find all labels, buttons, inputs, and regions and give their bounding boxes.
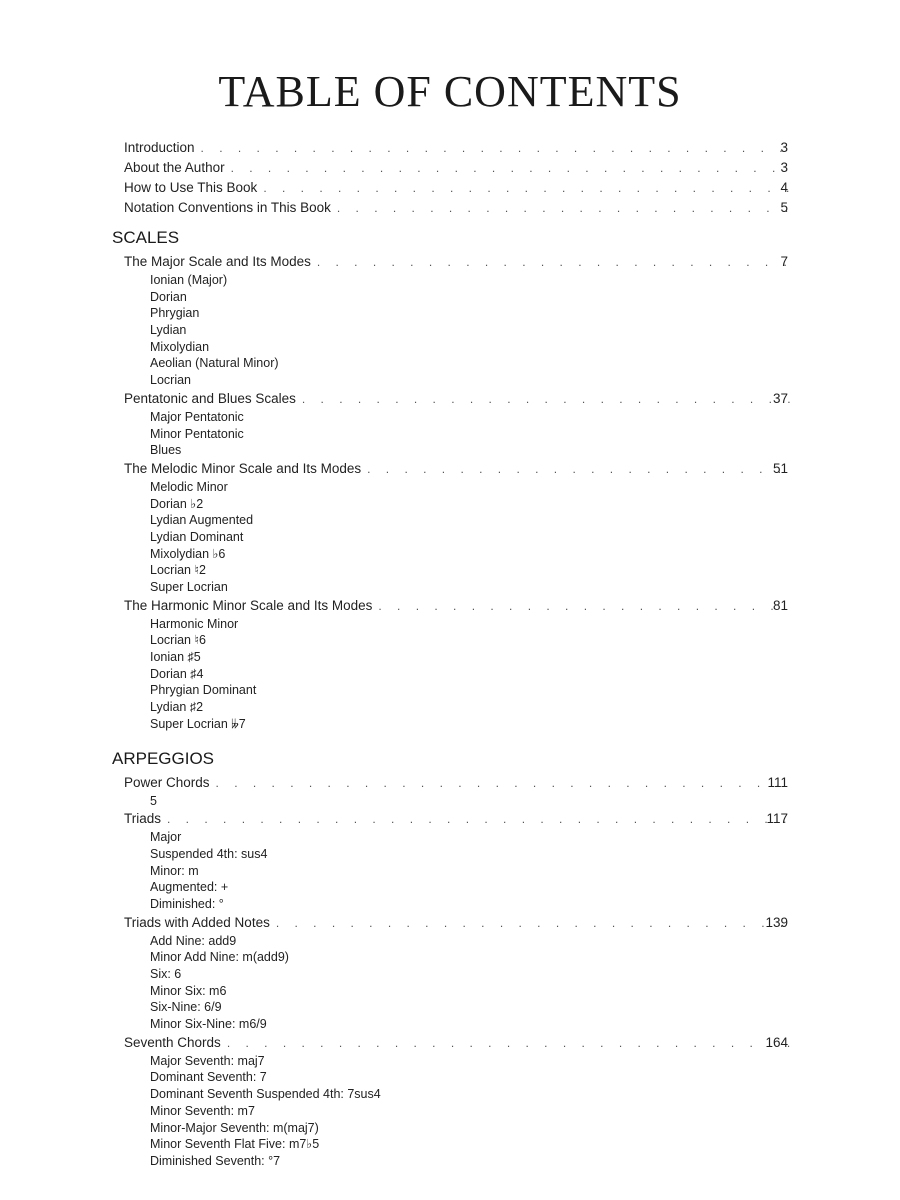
dot-leader	[227, 1033, 790, 1053]
chapter-entry[interactable]	[0, 913, 900, 933]
subentry-label: Major	[150, 830, 182, 845]
subentry[interactable]	[0, 1103, 900, 1120]
toc-entry[interactable]	[0, 178, 900, 198]
toc-entry-leader	[124, 198, 790, 218]
subentry-label: Locrian ♮6	[150, 633, 206, 648]
subentry-label: Mixolydian ♭6	[150, 546, 226, 561]
subentry-label-wrap	[150, 289, 790, 306]
subentry-label-wrap	[150, 529, 790, 546]
subentry[interactable]	[0, 829, 900, 846]
subentry-label-wrap	[150, 322, 790, 339]
subentry-label: Minor-Major Seventh: m(maj7)	[150, 1120, 319, 1135]
toc-entry-leader	[124, 596, 790, 616]
toc-entry-leader	[124, 809, 790, 829]
subentry[interactable]	[0, 716, 900, 733]
toc-page-number: 81	[772, 597, 788, 613]
subentry[interactable]	[0, 1086, 900, 1103]
subentry-label: Diminished: °	[150, 896, 224, 911]
subentry-label: Locrian ♮2	[150, 563, 206, 578]
subentry-label: Six-Nine: 6/9	[150, 1000, 222, 1015]
toc-entry-label: Notation Conventions in This Book	[124, 200, 331, 215]
subentry-label-wrap	[150, 1016, 790, 1033]
subentry-label: Dominant Seventh Suspended 4th: 7sus4	[150, 1087, 381, 1102]
toc-entry-label: Triads with Added Notes	[124, 914, 270, 930]
dot-leader	[231, 158, 790, 178]
subentry-label: Diminished Seventh: °7	[150, 1153, 281, 1168]
section-heading: SCALES	[112, 228, 180, 247]
subentry[interactable]	[0, 966, 900, 983]
subentry-label-wrap	[150, 305, 790, 322]
subentry-label: Super Locrian 𝄫7	[150, 716, 246, 731]
subentry[interactable]	[0, 1069, 900, 1086]
subentry-label: Augmented: +	[150, 880, 229, 895]
subentry-label: Minor Seventh: m7	[150, 1103, 255, 1118]
subentry[interactable]	[0, 949, 900, 966]
subentry-label: Ionian ♯5	[150, 650, 201, 665]
subentry-label-wrap	[150, 409, 790, 426]
toc-entry-label: Introduction	[124, 140, 195, 155]
subentry-label-wrap	[150, 966, 790, 983]
toc-entry-label: Power Chords	[124, 774, 210, 790]
toc-entry[interactable]	[0, 158, 900, 178]
dot-leader	[378, 596, 790, 616]
subentry-label-wrap	[150, 999, 790, 1016]
subentry[interactable]	[0, 322, 900, 339]
dot-leader	[317, 252, 790, 272]
subentry-label-wrap	[150, 579, 790, 596]
subentry-label-wrap	[150, 716, 790, 733]
subentry[interactable]	[0, 896, 900, 913]
subentry[interactable]	[0, 579, 900, 596]
subentry[interactable]	[0, 409, 900, 426]
toc-page-number: 3	[780, 160, 788, 175]
subentry-label: Locrian	[150, 373, 191, 388]
subentry[interactable]	[0, 1136, 900, 1153]
subentry-label-wrap	[150, 1153, 790, 1170]
subentry-label-wrap	[150, 1103, 790, 1120]
subentry-label: Mixolydian	[150, 339, 210, 354]
toc-entry-label: Seventh Chords	[124, 1034, 221, 1050]
subentry[interactable]	[0, 479, 900, 496]
subentry-label-wrap	[150, 879, 790, 896]
toc-entry-leader	[124, 459, 790, 479]
subentry[interactable]	[0, 649, 900, 666]
subentry-label: Minor Six: m6	[150, 983, 227, 998]
subentry-label: Phrygian	[150, 306, 200, 321]
toc-page-number: 7	[780, 254, 788, 269]
subentry[interactable]	[0, 999, 900, 1016]
page-title: TABLE OF CONTENTS	[218, 67, 682, 116]
subentry[interactable]	[0, 442, 900, 459]
subentry-label-wrap	[150, 846, 790, 863]
subentry-label-wrap	[150, 682, 790, 699]
toc-entry-leader	[124, 158, 790, 178]
toc-page-number: 4	[780, 180, 788, 195]
toc-page-number: 164	[765, 1034, 788, 1050]
subentry-label-wrap	[150, 372, 790, 389]
subentry[interactable]	[0, 632, 900, 649]
subentry-label-wrap	[150, 1069, 790, 1086]
subentry-label-wrap	[150, 426, 790, 443]
subentry[interactable]	[0, 682, 900, 699]
subentry-label: Lydian Augmented	[150, 513, 254, 528]
subentry-label-wrap	[150, 562, 790, 579]
subentry[interactable]	[0, 372, 900, 389]
subentry-label: Dominant Seventh: 7	[150, 1070, 267, 1085]
subentry-label: Melodic Minor	[150, 479, 228, 494]
subentry[interactable]	[0, 339, 900, 356]
toc-entry-leader	[124, 773, 790, 793]
subentry[interactable]	[0, 666, 900, 683]
dot-leader	[216, 773, 790, 793]
toc-page-number: 5	[780, 200, 788, 215]
toc-entry-leader	[124, 913, 790, 933]
subentry[interactable]	[0, 355, 900, 372]
subentry[interactable]	[0, 426, 900, 443]
toc-page-number: 3	[780, 140, 788, 155]
subentry-label: 5	[150, 793, 157, 808]
subentry-label-wrap	[150, 632, 790, 649]
chapter-entry[interactable]	[0, 773, 900, 793]
subentry-label-wrap	[150, 896, 790, 913]
subentry-label-wrap	[150, 616, 790, 633]
subentry-label: Minor Pentatonic	[150, 426, 244, 441]
subentry-label: Minor Six-Nine: m6/9	[150, 1017, 267, 1032]
subentry[interactable]	[0, 496, 900, 513]
subentry-label-wrap	[150, 699, 790, 716]
subentry[interactable]	[0, 546, 900, 563]
subentry-label: Six: 6	[150, 967, 182, 981]
subentry-label-wrap	[150, 649, 790, 666]
subentry-label-wrap	[150, 666, 790, 683]
subentry-label: Aeolian (Natural Minor)	[150, 356, 279, 371]
subentry[interactable]	[0, 846, 900, 863]
subentry-label: Dorian ♯4	[150, 666, 204, 681]
subentry-label: Lydian Dominant	[150, 529, 244, 544]
subentry-label: Suspended 4th: sus4	[150, 846, 268, 861]
subentry[interactable]	[0, 1053, 900, 1070]
chapter-entry[interactable]	[0, 459, 900, 479]
subentry[interactable]	[0, 529, 900, 546]
dot-leader	[263, 178, 790, 198]
chapter-entry[interactable]	[0, 389, 900, 409]
subentry[interactable]	[0, 983, 900, 1000]
subentry[interactable]	[0, 305, 900, 322]
toc-entry-leader	[124, 178, 790, 198]
toc-page-number: 111	[767, 774, 788, 790]
toc-entry-label: The Major Scale and Its Modes	[124, 254, 311, 269]
toc-entry-leader	[124, 138, 790, 158]
subentry-label-wrap	[150, 1120, 790, 1137]
subentry-label: Minor Add Nine: m(add9)	[150, 950, 289, 965]
subentry-label-wrap	[150, 933, 790, 950]
subentry-label-wrap	[150, 983, 790, 1000]
toc-page-number: 51	[772, 460, 788, 476]
subentry-label: Harmonic Minor	[150, 616, 239, 631]
dot-leader	[302, 389, 790, 409]
subentry-label-wrap	[150, 355, 790, 372]
subentry-label-wrap	[150, 496, 790, 513]
chapter-entry[interactable]	[0, 252, 900, 272]
dot-leader	[367, 459, 790, 479]
subentry-label-wrap	[150, 949, 790, 966]
toc-entry-leader	[124, 252, 790, 272]
toc-entry-label: The Harmonic Minor Scale and Its Modes	[124, 597, 373, 613]
subentry[interactable]	[0, 793, 900, 810]
subentry-label: Ionian (Major)	[150, 273, 228, 287]
subentry-label: Major Seventh: maj7	[150, 1053, 265, 1068]
subentry[interactable]	[0, 879, 900, 896]
toc-list	[0, 138, 900, 1170]
section-heading: ARPEGGIOS	[112, 748, 215, 768]
subentry-label-wrap	[150, 1086, 790, 1103]
subentry-label: Major Pentatonic	[150, 409, 244, 424]
subentry-label-wrap	[150, 272, 790, 289]
subentry-label: Phrygian Dominant	[150, 683, 257, 698]
subentry-label: Blues	[150, 443, 182, 458]
subentry-label: Minor Seventh Flat Five: m7♭5	[150, 1137, 320, 1152]
subentry-label: Dorian	[150, 289, 187, 304]
subentry[interactable]	[0, 1016, 900, 1033]
subentry-label-wrap	[150, 829, 790, 846]
toc-entry-leader	[124, 389, 790, 409]
subentry-label-wrap	[150, 1136, 790, 1153]
subentry[interactable]	[0, 863, 900, 880]
toc-entry-label: Triads	[124, 811, 162, 827]
subentry-label: Minor: m	[150, 863, 199, 878]
subentry[interactable]	[0, 933, 900, 950]
dot-leader	[276, 913, 790, 933]
toc-page-number: 37	[772, 390, 788, 406]
dot-leader	[201, 138, 790, 158]
subentry-label-wrap	[150, 546, 790, 563]
toc-entry-label: How to Use This Book	[124, 180, 258, 195]
toc-page-number: 117	[766, 811, 788, 827]
toc-entry-label: Pentatonic and Blues Scales	[124, 390, 296, 406]
subentry-label: Lydian ♯2	[150, 700, 204, 715]
dot-leader	[337, 198, 790, 218]
toc-page-number: 139	[765, 914, 788, 930]
subentry[interactable]	[0, 1120, 900, 1137]
subentry[interactable]	[0, 512, 900, 529]
subentry-label: Dorian ♭2	[150, 496, 204, 511]
subentry[interactable]	[0, 699, 900, 716]
subentry-label-wrap	[150, 339, 790, 356]
subentry[interactable]	[0, 272, 900, 289]
chapter-entry[interactable]	[0, 596, 900, 616]
subentry[interactable]	[0, 616, 900, 633]
subentry[interactable]	[0, 289, 900, 306]
chapter-entry[interactable]	[0, 809, 900, 829]
chapter-entry[interactable]	[0, 1033, 900, 1053]
subentry-label-wrap	[150, 863, 790, 880]
subentry-label-wrap	[150, 793, 790, 810]
subentry-label-wrap	[150, 479, 790, 496]
toc-entry[interactable]	[0, 198, 900, 218]
toc-entry[interactable]	[0, 138, 900, 158]
subentry-label: Lydian	[150, 323, 187, 338]
subentry-label-wrap	[150, 442, 790, 459]
toc-entry-label: About the Author	[124, 160, 225, 175]
subentry[interactable]	[0, 562, 900, 579]
toc-entry-label: The Melodic Minor Scale and Its Modes	[124, 460, 362, 476]
subentry-label-wrap	[150, 1053, 790, 1070]
dot-leader	[167, 809, 790, 829]
subentry-label-wrap	[150, 512, 790, 529]
toc-entry-leader	[124, 1033, 790, 1053]
subentry-label: Super Locrian	[150, 580, 228, 594]
subentry-label: Add Nine: add9	[150, 933, 237, 948]
subentry[interactable]	[0, 1153, 900, 1170]
